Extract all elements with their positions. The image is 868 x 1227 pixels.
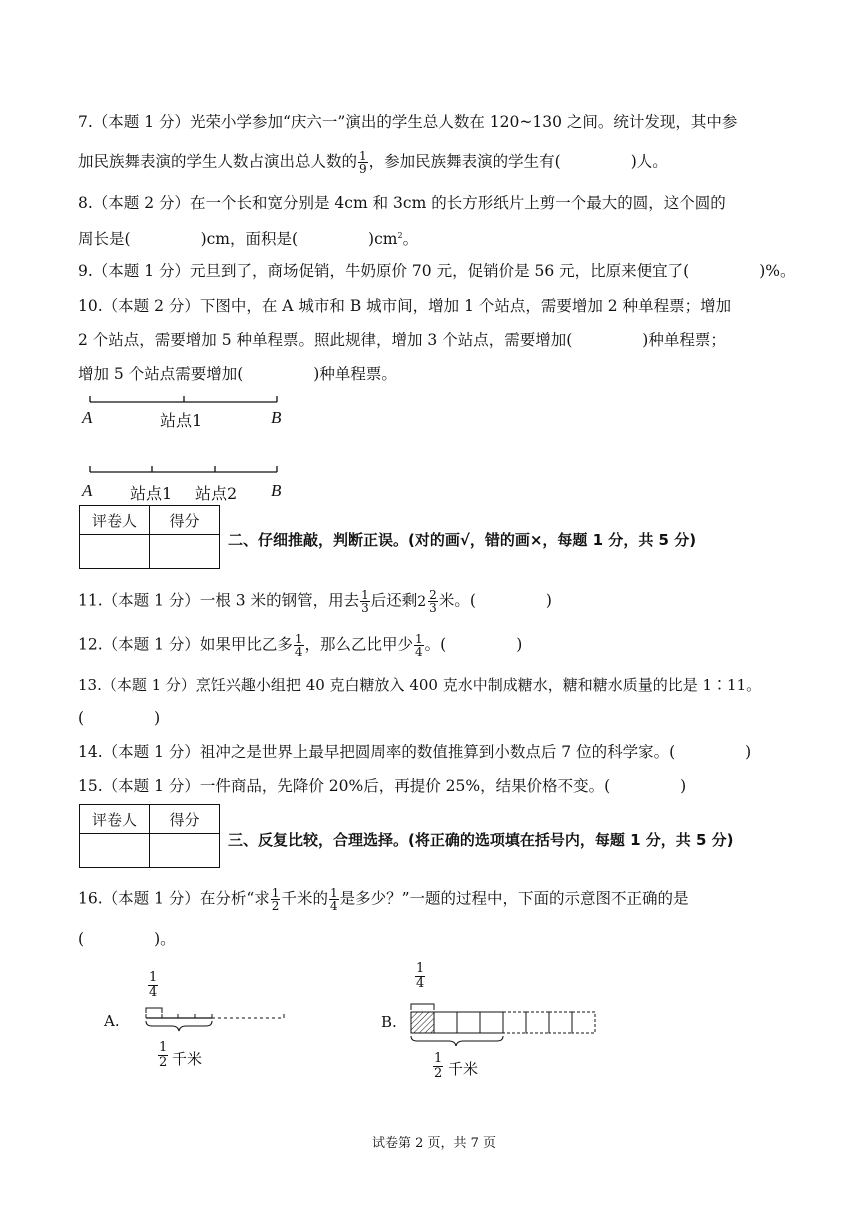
optA-unit: 千米: [172, 1050, 203, 1068]
option-b-diagram: [405, 996, 600, 1048]
fig2-station-2: 站点2: [195, 484, 238, 503]
optA-bottom-fraction: $\frac{1}{2}$: [159, 1040, 168, 1070]
q11-line: 11.（本题 1 分）一根 3 米的钢管，用去 $\frac{1}{3}$ 后还剩 2 $\frac{2}{3}$ 米。( ): [78, 588, 552, 615]
score-box-section3: [79, 804, 220, 868]
q14-line: 14.（本题 1 分）祖冲之是世界上最早把圆周率的数值推算到小数点后 7 位的科学家。( ): [78, 743, 752, 761]
fig2-city-a: A: [82, 481, 93, 500]
score-cell[interactable]: [150, 535, 220, 569]
q9-line: 9.（本题 1 分）元旦到了，商场促销，牛奶原价 70 元，促销价是 56 元，比原来便宜了( )%。: [78, 262, 796, 280]
q13-line2: ( ): [78, 709, 161, 727]
q7-line2: 加民族舞表演的学生人数占演出总人数的 $\frac{1}{9}$ ，参加民族舞表演的学生有( )人。: [78, 149, 668, 176]
option-b-label[interactable]: B.: [381, 1013, 397, 1031]
q7-fraction: $\frac{1}{9}$: [359, 149, 367, 176]
option-a-diagram: [140, 1004, 290, 1040]
score-cell[interactable]: [150, 834, 220, 868]
optB-unit: 千米: [448, 1060, 479, 1078]
fig2-city-b: B: [271, 481, 282, 500]
q12-fraction-1: $\frac{1}{4}$: [294, 632, 303, 659]
reviewer-header: 评卷人: [80, 805, 150, 834]
q12-line: 12.（本题 1 分）如果甲比乙多 $\frac{1}{4}$ ，那么乙比甲少 $\frac{1}{4}$ 。( ): [78, 632, 523, 659]
optA-top-fraction: $\frac{1}{4}$: [149, 970, 158, 1000]
q11-mixed-number: 2 $\frac{2}{3}$: [417, 588, 437, 615]
section3-heading: 三、反复比较，合理选择。(将正确的选项填在括号内，每题 1 分，共 5 分): [228, 831, 734, 849]
option-a-label[interactable]: A.: [104, 1012, 120, 1030]
q16-line1: 16.（本题 1 分）在分析“求 $\frac{1}{2}$ 千米的 $\frac{1}{4}$ 是多少？”一题的过程中，下面的示意图不正确的是: [78, 886, 689, 913]
route-line-two-stations: [80, 463, 290, 479]
q8-line1: 8.（本题 2 分）在一个长和宽分别是 4cm 和 3cm 的长方形纸片上剪一个最大的圆，这个圆的: [78, 194, 726, 212]
q10-line2: 2 个站点，需要增加 5 种单程票。照此规律，增加 3 个站点，需要增加( )种单程票；: [78, 331, 726, 349]
score-header: 得分: [150, 506, 220, 535]
fig1-city-a: A: [82, 408, 93, 427]
q16-fraction-1: $\frac{1}{2}$: [271, 886, 280, 913]
reviewer-cell[interactable]: [80, 834, 150, 868]
q7-text: 加民族舞表演的学生人数占演出总人数的: [78, 152, 358, 171]
q11-fraction-1: $\frac{1}{3}$: [361, 588, 369, 615]
section2-heading: 二、仔细推敲，判断正误。(对的画√，错的画×，每题 1 分，共 5 分): [228, 531, 697, 549]
reviewer-header: 评卷人: [80, 506, 150, 535]
q10-line3: 增加 5 个站点需要增加( )种单程票。: [78, 365, 397, 383]
q10-line1: 10.（本题 2 分）下图中，在 A 城市和 B 城市间，增加 1 个站点，需要增加 2 种单程票；增加: [78, 297, 732, 315]
q16-line2: ( )。: [78, 930, 176, 948]
q7-line1: 7.（本题 1 分）光荣小学参加“庆六一”演出的学生总人数在 120~130 之间。统计发现，其中参: [78, 113, 738, 131]
page-footer: 试卷第 2 页，共 7 页: [371, 1136, 497, 1151]
score-box-section2: [79, 505, 220, 569]
fig1-station-1: 站点1: [160, 411, 203, 430]
route-line-one-station: [80, 393, 290, 409]
q16-fraction-2: $\frac{1}{4}$: [329, 886, 338, 913]
fig1-city-b: B: [271, 408, 282, 427]
q13-line1: 13.（本题 1 分）烹饪兴趣小组把 40 克白糖放入 400 克水中制成糖水，糖和糖水质量的比是 1∶11。: [78, 676, 762, 694]
score-header: 得分: [150, 805, 220, 834]
optB-bottom-fraction: $\frac{1}{2}$: [434, 1051, 443, 1081]
q12-fraction-2: $\frac{1}{4}$: [415, 632, 423, 659]
q8-line2: 周长是( )cm，面积是( )$cm^2$。: [78, 230, 419, 249]
fig2-station-1: 站点1: [130, 484, 173, 503]
reviewer-cell[interactable]: [80, 535, 150, 569]
q15-line: 15.（本题 1 分）一件商品，先降价 20%后，再提价 25%，结果价格不变。( ): [78, 777, 687, 795]
optB-top-fraction: $\frac{1}{4}$: [416, 961, 425, 991]
